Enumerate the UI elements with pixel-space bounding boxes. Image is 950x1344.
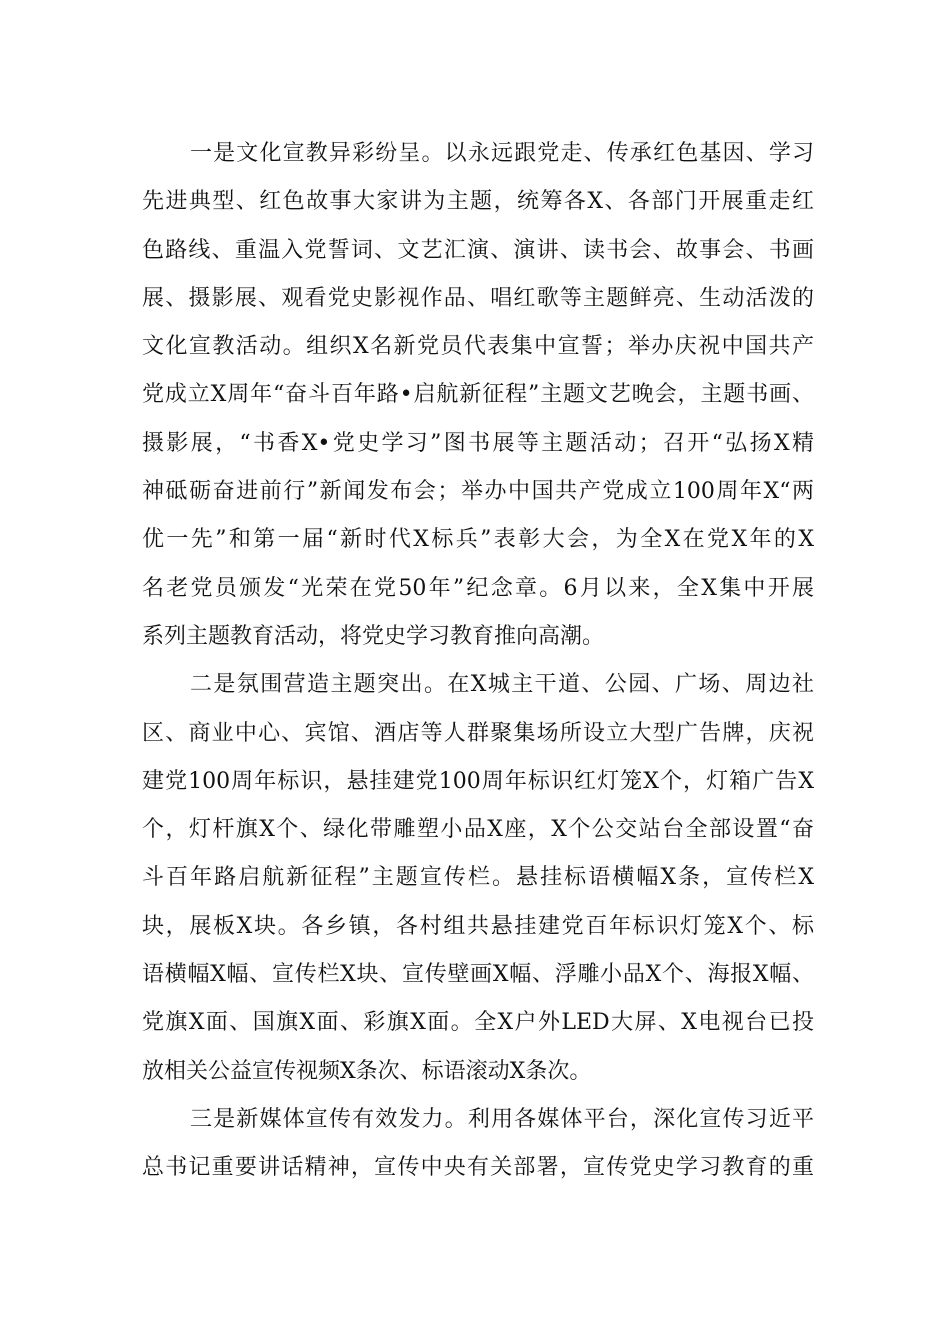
text-line: 建党100周年标识，悬挂建党100周年标识红灯笼X个，灯箱广告X: [142, 768, 814, 794]
text-line: 优一先”和第一届“新时代X标兵”表彰大会，为全X在党X年的X: [142, 527, 814, 553]
text-line: 语横幅X幅、宣传栏X块、宣传壁画X幅、浮雕小品X个、海报X幅、: [142, 962, 814, 988]
text-line: 摄影展，“书香X•党史学习”图书展等主题活动；召开“弘扬X精: [142, 430, 814, 456]
text-line: 色路线、重温入党誓词、文艺汇演、演讲、读书会、故事会、书画: [142, 237, 814, 263]
text-line: 二是氛围营造主题突出。在X城主干道、公园、广场、周边社: [190, 672, 814, 698]
text-line: 文化宣教活动。组织X名新党员代表集中宣誓；举办庆祝中国共产: [142, 334, 814, 360]
text-line: 个，灯杆旗X个、绿化带雕塑小品X座，X个公交站台全部设置“奋: [142, 817, 814, 843]
text-line: 区、商业中心、宾馆、酒店等人群聚集场所设立大型广告牌，庆祝: [142, 720, 814, 746]
text-line: 块，展板X块。各乡镇，各村组共悬挂建党百年标识灯笼X个、标: [142, 913, 814, 939]
document-body: [142, 130, 814, 1193]
text-line: 系列主题教育活动，将党史学习教育推向高潮。: [142, 623, 605, 649]
text-line: 党成立X周年“奋斗百年路•启航新征程”主题文艺晚会，主题书画、: [142, 382, 814, 408]
text-line: 总书记重要讲话精神，宣传中央有关部署，宣传党史学习教育的重: [142, 1155, 814, 1181]
text-line: 党旗X面、国旗X面、彩旗X面。全X户外LED大屏、X电视台已投: [142, 1010, 814, 1036]
text-line: 斗百年路启航新征程”主题宣传栏。悬挂标语横幅X条，宣传栏X: [142, 865, 814, 891]
text-line: 神砥砺奋进前行”新闻发布会；举办中国共产党成立100周年X“两: [142, 479, 814, 505]
text-line: 名老党员颁发“光荣在党50年”纪念章。6月以来，全X集中开展: [142, 575, 814, 601]
text-line: 一是文化宣教异彩纷呈。以永远跟党走、传承红色基因、学习: [190, 141, 814, 166]
text-line: 先进典型、红色故事大家讲为主题，统筹各X、各部门开展重走红: [142, 189, 814, 215]
text-line: 三是新媒体宣传有效发力。利用各媒体平台，深化宣传习近平: [190, 1106, 814, 1132]
text-line: 放相关公益宣传视频X条次、标语滚动X条次。: [142, 1058, 592, 1084]
text-line: 展、摄影展、观看党史影视作品、唱红歌等主题鲜亮、生动活泼的: [142, 285, 814, 311]
